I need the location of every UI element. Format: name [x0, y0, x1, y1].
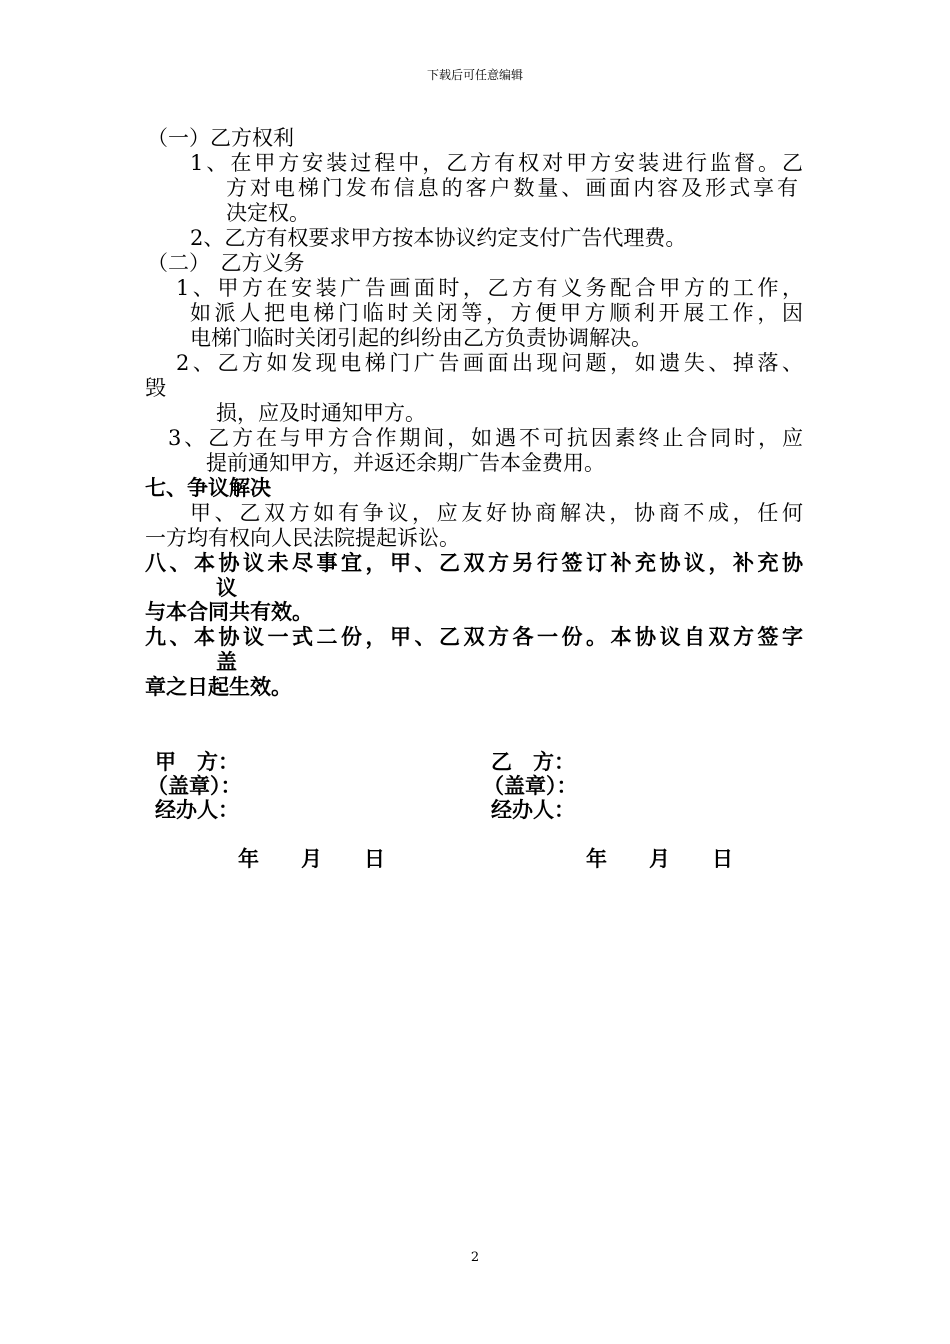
section-title-party-b-rights: （一）乙方权利	[147, 126, 294, 150]
signature-seal-a: （盖章）：	[147, 774, 242, 798]
clause-text: 3、乙方在与甲方合作期间，如遇不可抗因素终止合同时，应	[168, 426, 803, 450]
page-number: 2	[470, 1250, 480, 1265]
clause-text: 提前通知甲方，并返还余期广告本金费用。	[206, 451, 605, 475]
signature-date-a: 年 月 日	[238, 847, 385, 871]
clause-text: 1、甲方在安装广告画面时，乙方有义务配合甲方的工作，	[176, 276, 803, 300]
section-eight: 与本合同共有效。	[145, 600, 313, 624]
clause-text: 电梯门临时关闭引起的纠纷由乙方负责协调解决。	[190, 326, 652, 350]
clause-text: 2、乙方如发现电梯门广告画面出现问题，如遗失、掉落、	[176, 351, 803, 375]
section-title-party-b-obligations: （二） 乙方义务	[147, 251, 305, 275]
clause-text: 甲、乙双方如有争议，应友好协商解决，协商不成，任何	[190, 501, 803, 525]
clause-text: 2、乙方有权要求甲方按本协议约定支付广告代理费。	[190, 226, 687, 250]
section-title-dispute: 七、争议解决	[145, 476, 271, 500]
clause-text: 方对电梯门发布信息的客户数量、画面内容及形式享有	[226, 176, 798, 200]
clause-text: 一方均有权向人民法院提起诉讼。	[145, 526, 460, 550]
clause-text: 1、在甲方安装过程中，乙方有权对甲方安装进行监督。乙	[190, 151, 803, 175]
clause-text: 决定权。	[226, 201, 310, 225]
page-header: 下载后可任意编辑	[426, 68, 523, 82]
signature-seal-b: （盖章）：	[483, 774, 578, 798]
section-eight: 议	[216, 576, 237, 600]
clause-text: 毁	[145, 376, 166, 400]
signature-agent-b: 经办人：	[491, 798, 575, 822]
section-eight: 八、本协议未尽事宜，甲、乙双方另行签订补充协议，补充协	[145, 551, 803, 575]
section-nine: 九、本协议一式二份，甲、乙双方各一份。本协议自双方签字	[145, 625, 803, 649]
signature-date-b: 年 月 日	[586, 847, 733, 871]
clause-text: 如派人把电梯门临时关闭等，方便甲方顺利开展工作，因	[190, 301, 803, 325]
signature-party-a: 甲 方：	[155, 750, 239, 774]
clause-text: 损，应及时通知甲方。	[216, 401, 426, 425]
section-nine: 盖	[216, 650, 237, 674]
signature-party-b: 乙 方：	[491, 750, 575, 774]
section-nine: 章之日起生效。	[145, 675, 292, 699]
signature-agent-a: 经办人：	[155, 798, 239, 822]
